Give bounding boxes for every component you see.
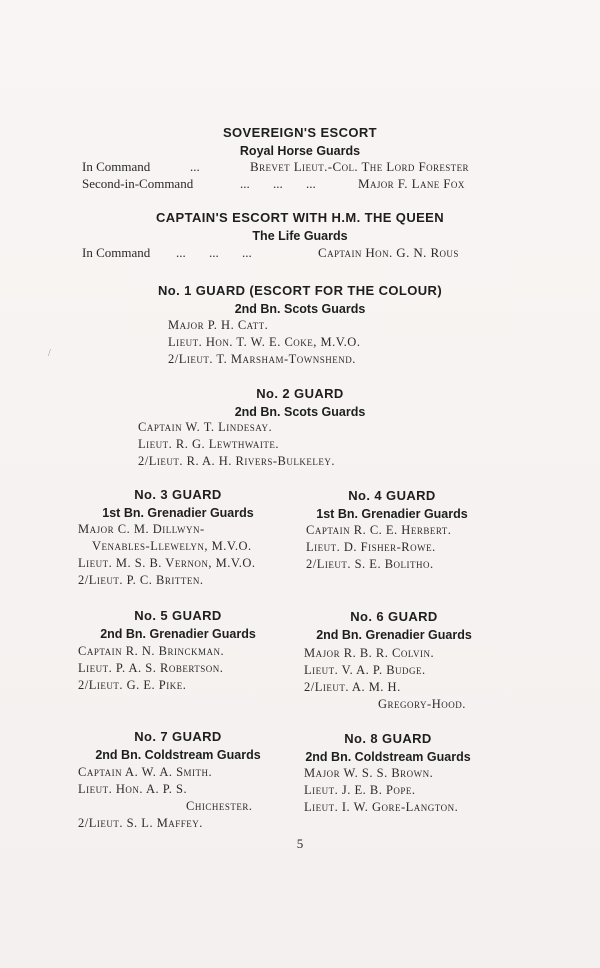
section-heading: No. 7 GUARD	[134, 729, 222, 744]
officer-list	[304, 765, 458, 816]
regiment-name: 2nd Bn. Scots Guards	[234, 405, 366, 419]
section-heading: No. 8 GUARD	[344, 731, 432, 746]
regiment-name: 2nd Bn. Grenadier Guards	[100, 627, 256, 641]
officer-line: Lieut. Hon. A. P. S.	[78, 782, 188, 796]
officer-list	[168, 317, 360, 368]
section-heading: SOVEREIGN'S ESCORT	[222, 125, 378, 140]
officer-line: Major R. B. R. Colvin.	[304, 646, 435, 660]
page-number: 5	[296, 836, 304, 851]
officer-list	[304, 645, 466, 713]
command-label: Second-in-Command	[82, 176, 194, 191]
regiment-name: 1st Bn. Grenadier Guards	[316, 507, 468, 521]
section-heading: No. 2 GUARD	[256, 386, 344, 401]
officer-line: 2/Lieut. G. E. Pike.	[78, 678, 187, 692]
section-heading: No. 6 GUARD	[350, 609, 438, 624]
margin-mark: /	[48, 348, 51, 359]
officer-line: Lieut. Hon. T. W. E. Coke, M.V.O.	[168, 335, 361, 349]
section-heading: CAPTAIN'S ESCORT WITH H.M. THE QUEEN	[155, 210, 445, 225]
officer-line: 2/Lieut. T. Marsham-Townshend.	[168, 352, 356, 366]
commander-name: Captain Hon. G. N. Rous	[318, 245, 459, 260]
officer-line: Lieut. J. E. B. Pope.	[304, 783, 416, 797]
officer-line: Captain A. W. A. Smith.	[78, 765, 213, 779]
guard-6-section	[294, 608, 494, 644]
officer-line: Lieut. M. S. B. Vernon, M.V.O.	[78, 556, 256, 570]
guard-3-section	[78, 486, 278, 522]
leader-dots: ...	[190, 159, 200, 174]
command-label: In Command	[82, 245, 151, 260]
officer-line: Captain W. T. Lindesay.	[138, 420, 273, 434]
officer-line: 2/Lieut. R. A. H. Rivers-Bulkeley.	[138, 454, 336, 468]
officer-list	[78, 521, 256, 589]
officer-line: Lieut. R. G. Lewthwaite.	[138, 437, 279, 451]
guard-5-section	[78, 607, 278, 643]
leader-dots: ... ... ...	[176, 245, 252, 260]
captain-escort-section	[0, 209, 600, 245]
officer-line: Major W. S. S. Brown.	[304, 766, 434, 780]
officer-line: Captain R. N. Brinckman.	[78, 644, 225, 658]
guard-7-section	[78, 728, 278, 764]
officer-line: 2/Lieut. P. C. Britten.	[78, 573, 204, 587]
regiment-name: 2nd Bn. Coldstream Guards	[95, 748, 261, 762]
regiment-name: Royal Horse Guards	[239, 144, 361, 158]
officer-line: Lieut. V. A. P. Budge.	[304, 663, 426, 677]
command-label: In Command	[82, 159, 151, 174]
leader-dots: ... ... ...	[240, 176, 316, 191]
section-heading: No. 4 GUARD	[348, 488, 436, 503]
regiment-name: 2nd Bn. Coldstream Guards	[305, 750, 471, 764]
section-heading: No. 5 GUARD	[134, 608, 222, 623]
officer-line: 2/Lieut. A. M. H.	[304, 680, 401, 694]
officer-line: 2/Lieut. S. E. Bolitho.	[306, 557, 434, 571]
sovereign-escort-section	[0, 124, 600, 160]
regiment-name: 2nd Bn. Scots Guards	[234, 302, 366, 316]
officer-list	[78, 764, 252, 832]
section-heading: No. 1 GUARD (ESCORT FOR THE COLOUR)	[157, 283, 443, 298]
officer-list	[306, 522, 451, 573]
section-heading: No. 3 GUARD	[134, 487, 222, 502]
officer-line: 2/Lieut. S. L. Maffey.	[78, 816, 203, 830]
officer-line: Lieut. P. A. S. Robertson.	[78, 661, 224, 675]
regiment-name: 2nd Bn. Grenadier Guards	[316, 628, 472, 642]
officer-list	[78, 643, 224, 694]
commander-name: Brevet Lieut.-Col. The Lord Forester	[250, 159, 469, 174]
officer-line: Gregory-Hood.	[378, 697, 466, 711]
commander-name: Major F. Lane Fox	[358, 176, 465, 191]
officer-line: Chichester.	[186, 799, 253, 813]
guard-8-section	[288, 730, 488, 766]
guard-4-section	[292, 487, 492, 523]
officer-line: Captain R. C. E. Herbert.	[306, 523, 452, 537]
officer-line: Venables-Llewelyn, M.V.O.	[92, 539, 252, 553]
officer-line: Major C. M. Dillwyn-	[78, 522, 205, 536]
officer-line: Major P. H. Catt.	[168, 318, 269, 332]
regiment-name: 1st Bn. Grenadier Guards	[102, 506, 254, 520]
officer-line: Lieut. D. Fisher-Rowe.	[306, 540, 436, 554]
officer-line: Lieut. I. W. Gore-Langton.	[304, 800, 459, 814]
officer-list	[138, 419, 335, 470]
regiment-name: The Life Guards	[252, 229, 348, 243]
guard-1-section	[0, 282, 600, 318]
guard-2-section	[0, 385, 600, 421]
